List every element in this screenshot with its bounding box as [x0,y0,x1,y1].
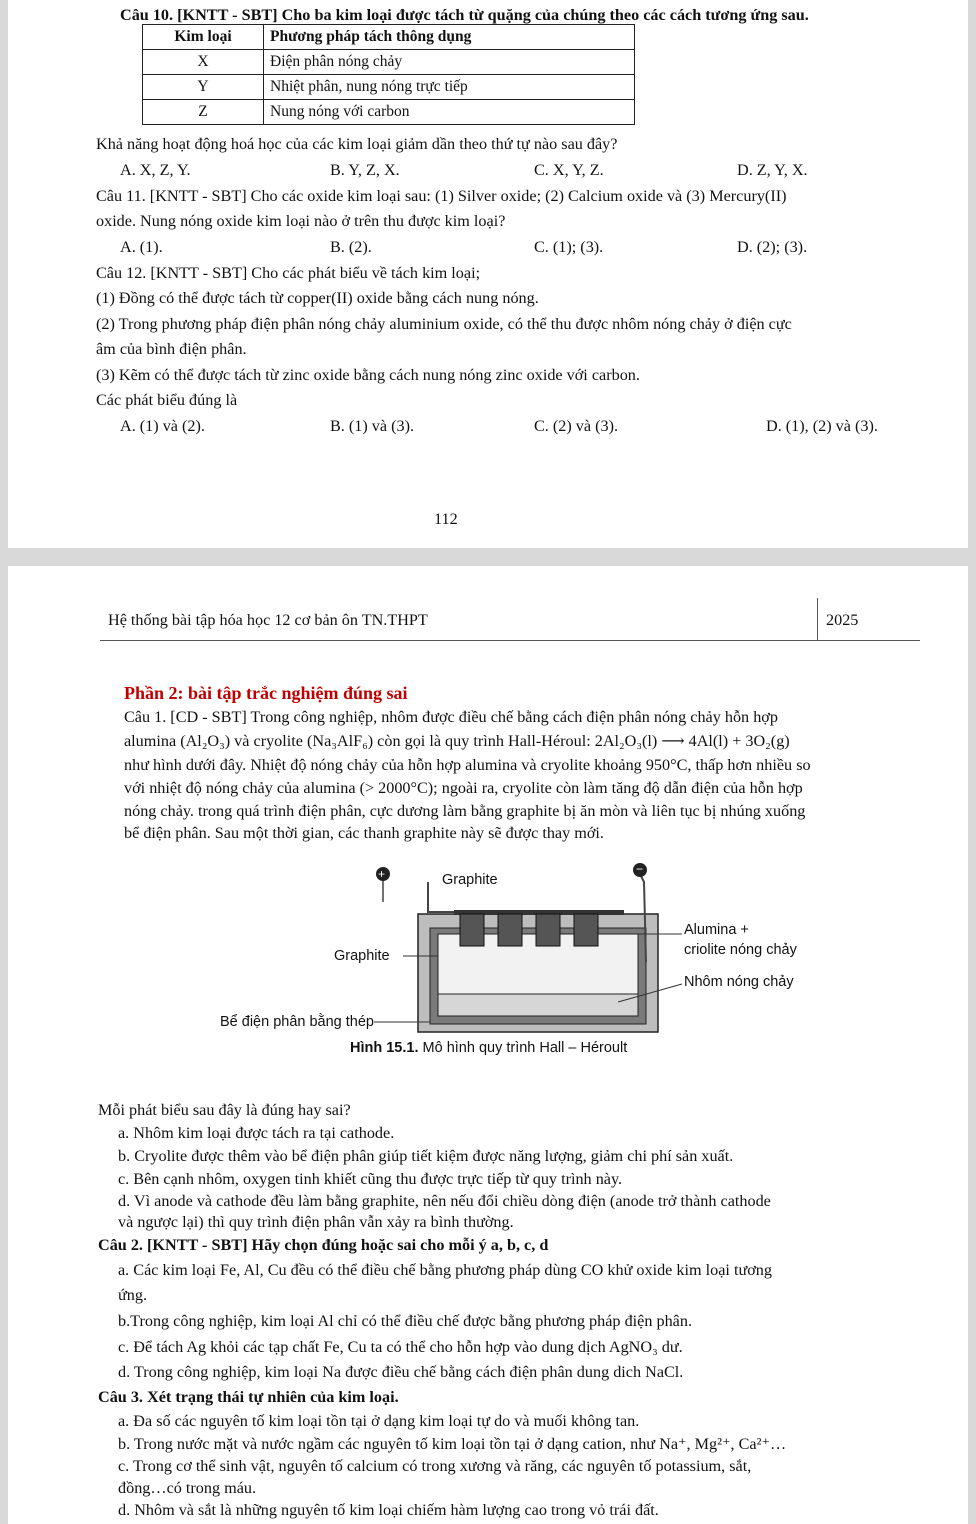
header-rule [100,640,920,641]
table-cell: Z [143,100,264,125]
q12-line1: Câu 12. [KNTT - SBT] Cho các phát biểu về tách kim loại; [96,264,481,282]
q12-option-c: C. (2) và (3). [534,417,619,435]
q1-item-d-cont: và ngược lại) thì quy trình điện phân vẫn xảy ra bình thường. [118,1213,514,1231]
q10-option-b: B. Y, Z, X. [330,161,400,179]
q2-item-c: c. Để tách Ag khỏi các tạp chất Fe, Cu ta có thể cho hỗn hợp vào dung dịch AgNO₃ dư. [118,1338,683,1356]
table-cell: Nung nóng với carbon [264,100,635,125]
q10-question: Khả năng hoạt động hoá học của các kim loại giảm dần theo thứ tự nào sau đây? [96,135,618,153]
q1-ask: Mỗi phát biểu sau đây là đúng hay sai? [98,1101,351,1119]
q12-statement-2a: (2) Trong phương pháp điện phân nóng chảy aluminium oxide, có thể thu được nhôm nóng chảy ở điện cực [96,315,792,333]
page-next [8,566,968,1524]
table-cell: Điện phân nóng chảy [264,50,635,75]
label-graphite-left: Graphite [334,948,390,964]
q2-item-a: a. Các kim loại Fe, Al, Cu đều có thể điều chế bằng phương pháp dùng CO khử oxide kim loại tương [118,1261,772,1279]
q11-option-c: C. (1); (3). [534,238,604,256]
header-divider [817,598,818,640]
section-title: Phần 2: bài tập trắc nghiệm đúng sai [124,683,408,703]
q1-line: bể điện phân. Sau một thời gian, các thanh graphite này sẽ được thay mới. [124,824,604,842]
graphite-anode [498,914,522,946]
q1-item-b: b. Cryolite được thêm vào bể điện phân giúp tiết kiệm được năng lượng, giảm chi phí sản xuất. [118,1147,734,1165]
label-steel-tank: Bể điện phân bằng thép [220,1014,374,1030]
molten-aluminium [438,994,638,1016]
q2-stem: Câu 2. [KNTT - SBT] Hãy chọn đúng hoặc sai cho mỗi ý a, b, c, d [98,1236,549,1254]
graphite-anode [536,914,560,946]
q11-option-a: A. (1). [120,238,163,256]
q12-statement-3: (3) Kẽm có thể được tách từ zinc oxide bằng cách nung nóng zinc oxide với carbon. [96,366,640,384]
minus-sign: − [636,862,644,876]
q10-option-c: C. X, Y, Z. [534,161,604,179]
q3-item-b: b. Trong nước mặt và nước ngầm các nguyên tố kim loại tồn tại ở dạng cation, như Na⁺, Mg²⁺, Ca²⁺… [118,1435,787,1453]
table-row [143,75,635,100]
table-header-row [143,25,635,50]
table-cell: X [143,50,264,75]
electrolysis-cell-diagram [198,862,698,1062]
q10-option-d: D. Z, Y, X. [737,161,808,179]
q3-item-a: a. Đa số các nguyên tố kim loại tồn tại ở dạng kim loại tự do và muối không tan. [118,1412,640,1430]
page-112 [8,0,968,548]
q2-item-d: d. Trong công nghiệp, kim loại Na được điều chế bằng cách điện phân dung dich NaCl. [118,1363,684,1381]
q3-item-c: c. Trong cơ thể sinh vật, nguyên tố calcium có trong xương và răng, các nguyên tố potassium, sắt, [118,1457,752,1475]
q2-item-a-cont: ứng. [118,1286,148,1304]
q11-line1: Câu 11. [KNTT - SBT] Cho các oxide kim loại sau: (1) Silver oxide; (2) Calcium oxide và (3) Mercury(II) [96,187,787,205]
q10-stem: Câu 10. [KNTT - SBT] Cho ba kim loại được tách từ quặng của chúng theo các cách tương ứng sau. [120,6,809,24]
q1-line: nóng chảy. trong quá trình điện phân, cực dương làm bằng graphite bị ăn mòn và liên tục bị nhúng xuống [124,802,806,820]
q1-line: với nhiệt độ nóng chảy của alumina (> 2000°C); ngoài ra, cryolite còn làm tăng độ dẫn điện của hỗn hợp [124,779,803,797]
table-header-cell: Phương pháp tách thông dụng [264,25,635,50]
label-alumina-1: Alumina + [684,922,749,938]
q3-stem: Câu 3. Xét trạng thái tự nhiên của kim loại. [98,1388,399,1406]
q10-table [142,24,635,125]
graphite-anode [460,914,484,946]
running-header-title: Hệ thống bài tập hóa học 12 cơ bản ôn TN.THPT [108,611,428,629]
table-row [143,100,635,125]
q12-ask: Các phát biểu đúng là [96,391,238,409]
q1-item-c: c. Bên cạnh nhôm, oxygen tinh khiết cũng thu được trực tiếp từ quy trình này. [118,1170,623,1188]
page-number: 112 [434,510,458,528]
table-cell: Y [143,75,264,100]
table-cell: Nhiệt phân, nung nóng trực tiếp [264,75,635,100]
label-alumina-2: criolite nóng chảy [684,942,797,958]
figure-caption [350,1040,627,1056]
q1-item-d: d. Vì anode và cathode đều làm bằng graphite, nên nếu đổi chiều dòng điện (anode trở thành cathode [118,1192,771,1210]
plus-sign: + [378,867,386,881]
q11-option-b: B. (2). [330,238,372,256]
q12-option-b: B. (1) và (3). [330,417,415,435]
table-header-cell: Kim loại [143,25,264,50]
q3-item-c-cont: đồng…có trong máu. [118,1479,257,1497]
q1-line: Câu 1. [CD - SBT] Trong công nghiệp, nhôm được điều chế bằng cách điện phân nóng chảy hỗn hợp [124,708,778,726]
q12-statement-1: (1) Đồng có thể được tách từ copper(II) oxide bằng cách nung nóng. [96,289,539,307]
figure-caption-bold: Hình 15.1. [350,1040,419,1056]
graphite-anode [574,914,598,946]
table-row [143,50,635,75]
running-header-year: 2025 [826,611,859,629]
q12-option-a: A. (1) và (2). [120,417,205,435]
q12-statement-2b: âm của bình điện phân. [96,340,247,358]
q1-line: alumina (Al₂O₃) và cryolite (Na₃AlF₆) còn gọi là quy trình Hall-Héroul: 2Al₂O₃(l) ⟶ 4Al(l) + 3O₂(g) [124,732,790,750]
q10-option-a: A. X, Z, Y. [120,161,191,179]
q11-line2: oxide. Nung nóng oxide kim loại nào ở trên thu được kim loại? [96,212,506,230]
q1-line: như hình dưới đây. Nhiệt độ nóng chảy của hỗn hợp alumina và cryolite khoảng 950°C, thấp hơn nhiều so [124,756,811,774]
q2-item-b: b.Trong công nghiệp, kim loại Al chỉ có thể điều chế được bằng phương pháp điện phân. [118,1312,692,1330]
q12-option-d: D. (1), (2) và (3). [766,417,878,435]
label-graphite-top: Graphite [442,872,498,888]
q11-option-d: D. (2); (3). [737,238,808,256]
q1-item-a: a. Nhôm kim loại được tách ra tại cathode. [118,1124,395,1142]
figure-caption-text: Mô hình quy trình Hall – Héroult [418,1040,628,1056]
hall-heroult-figure [198,862,797,1062]
q3-item-d: d. Nhôm và sắt là những nguyên tố kim loại chiếm hàm lượng cao trong vỏ trái đất. [118,1501,659,1519]
label-molten-aluminium: Nhôm nóng chảy [684,974,794,990]
